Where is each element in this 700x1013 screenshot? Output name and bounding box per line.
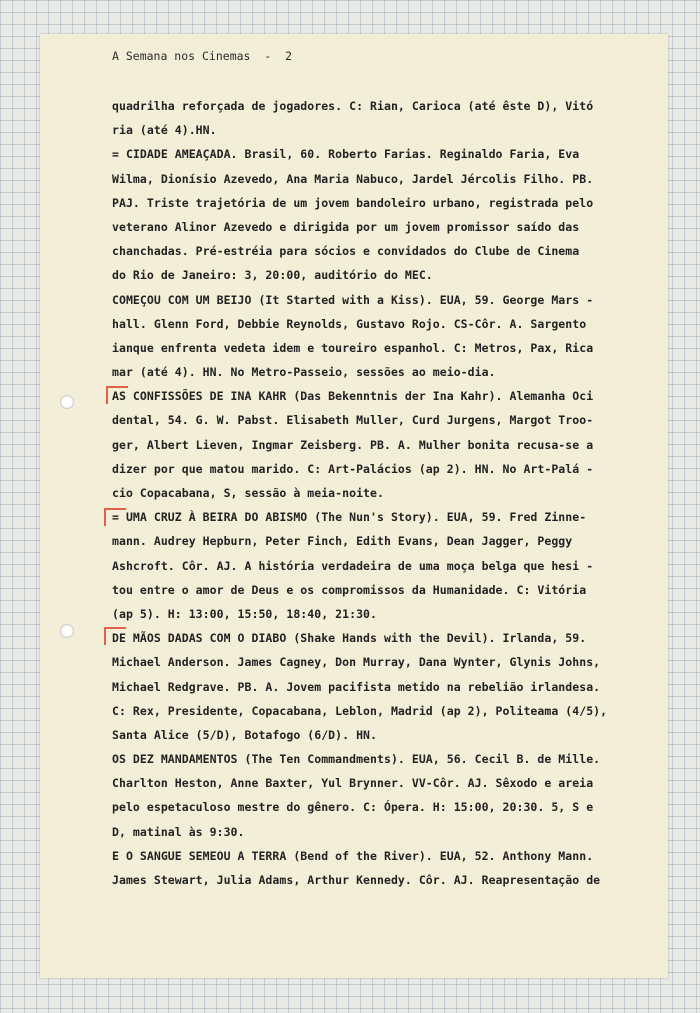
text-line: ria (até 4).HN. (112, 123, 217, 138)
text-line: = CIDADE AMEAÇADA. Brasil, 60. Roberto Farias. Reginaldo Faria, Eva (112, 147, 580, 162)
text-line: (ap 5). H: 13:00, 15:50, 18:40, 21:30. (112, 606, 377, 621)
text-line: Ashcroft. Côr. AJ. A história verdadeira de uma moça belga que hesi - (112, 558, 594, 573)
text-line: dental, 54. G. W. Pabst. Elisabeth Muller, Curd Jurgens, Margot Troo- (112, 413, 594, 428)
text-line: Wilma, Dionísio Azevedo, Ana Maria Nabuco, Jardel Jércolis Filho. PB. (112, 171, 594, 186)
text-line: pelo espetaculoso mestre do gênero. C: Ópera. H: 15:00, 20:30. 5, S e (112, 800, 594, 815)
page-header: A Semana nos Cinemas - 2 (112, 49, 293, 63)
text-line: Santa Alice (5/D), Botafogo (6/D). HN. (112, 727, 377, 742)
text-line: AS CONFISSÕES DE INA KAHR (Das Bekenntnis der Ina Kahr). Alemanha Oci (112, 389, 594, 404)
text-line: DE MÃOS DADAS COM O DIABO (Shake Hands with the Devil). Irlanda, 59. (112, 631, 587, 646)
text-line: OS DEZ MANDAMENTOS (The Ten Commandments). EUA, 56. Cecil B. de Mille. (112, 752, 601, 767)
body-text (112, 94, 642, 892)
text-line: ger, Albert Lieven, Ingmar Zeisberg. PB. A. Mulher bonita recusa-se a (112, 437, 594, 452)
text-line: do Rio de Janeiro: 3, 20:00, auditório do MEC. (112, 268, 433, 283)
text-line: veterano Alinor Azevedo e dirigida por um jovem promissor saído das (112, 219, 580, 234)
text-line: Charlton Heston, Anne Baxter, Yul Brynner. VV-Côr. AJ. Sêxodo e areia (112, 776, 594, 791)
text-line: cio Copacabana, S, sessão à meia-noite. (112, 486, 384, 500)
punch-hole (60, 395, 74, 409)
text-line: tou entre o amor de Deus e os compromissos da Humanidade. C: Vitória (112, 582, 587, 597)
text-line: = UMA CRUZ À BEIRA DO ABISMO (The Nun's Story). EUA, 59. Fred Zinne- (112, 510, 587, 525)
text-line: D, matinal às 9:30. (112, 824, 245, 839)
text-line: ianque enfrenta vedeta idem e toureiro espanhol. C: Metros, Pax, Rica (112, 340, 594, 355)
punch-hole (60, 624, 74, 638)
text-line: PAJ. Triste trajetória de um jovem bandoleiro urbano, registrada pelo (112, 195, 594, 210)
text-line: dizer por que matou marido. C: Art-Palácios (ap 2). HN. No Art-Palá - (112, 461, 594, 476)
text-line: hall. Glenn Ford, Debbie Reynolds, Gustavo Rojo. CS-Côr. A. Sargento (112, 316, 587, 331)
text-line: C: Rex, Presidente, Copacabana, Leblon, Madrid (ap 2), Politeama (4/5), (112, 703, 608, 718)
text-line: E O SANGUE SEMEOU A TERRA (Bend of the River). EUA, 52. Anthony Mann. (112, 848, 594, 863)
text-line: mar (até 4). HN. No Metro-Passeio, sessões ao meio-dia. (112, 365, 496, 380)
text-line: James Stewart, Julia Adams, Arthur Kennedy. Côr. AJ. Reapresentação de (112, 873, 601, 887)
text-line: Michael Redgrave. PB. A. Jovem pacifista metido na rebelião irlandesa. (112, 679, 601, 694)
text-line: COMEÇOU COM UM BEIJO (It Started with a Kiss). EUA, 59. George Mars - (112, 292, 594, 307)
text-line: Michael Anderson. James Cagney, Don Murray, Dana Wynter, Glynis Johns, (112, 655, 601, 670)
text-line: quadrilha reforçada de jogadores. C: Rian, Carioca (até êste D), Vitó (112, 99, 594, 113)
text-line: chanchadas. Pré-estréia para sócios e convidados do Clube de Cinema (112, 244, 580, 259)
text-line: mann. Audrey Hepburn, Peter Finch, Edith Evans, Dean Jagger, Peggy (112, 534, 573, 549)
